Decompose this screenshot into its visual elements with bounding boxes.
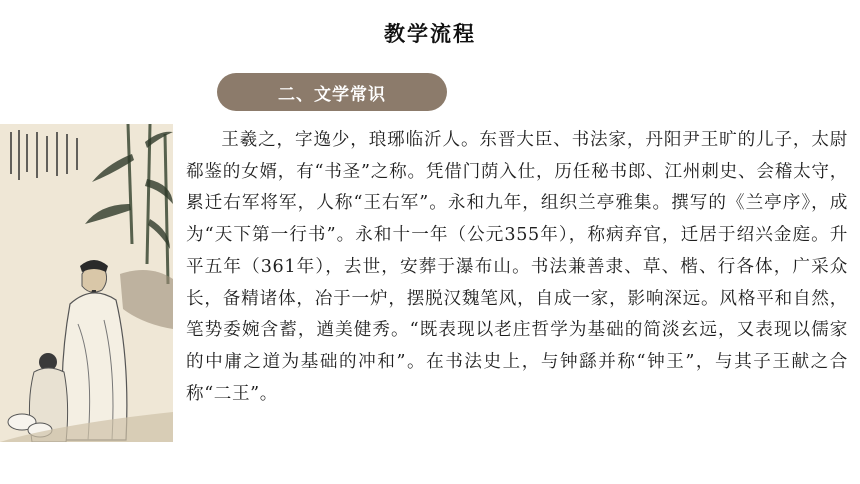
section-heading-label: 二、文学常识 (278, 84, 386, 105)
page-title: 教学流程 (384, 22, 476, 46)
wang-xizhi-painting-image (0, 124, 173, 442)
section-heading-pill (217, 73, 447, 111)
portrait-painting (0, 124, 173, 442)
biography-paragraph: 王羲之，字逸少，琅琊临沂人。东晋大臣、书法家，丹阳尹王旷的儿子，太尉郗鉴的女婿，有“书圣”之称。凭借门荫入仕，历任秘书郎、江州刺史、会稽太守，累迁右军将军，人称“王右军”。永和九年，组织兰亭雅集。撰写的《兰亭序》，成为“天下第一行书”。永和十一年（公元355年），称病弃官，迁居于绍兴金庭。升平五年（361年），去世，安葬于瀑布山。书法兼善隶、草、楷、行各体，广采众长，备精诸体，冶于一炉，摆脱汉魏笔风，自成一家，影响深远。风格平和自然，笔势委婉含蓄，遒美健秀。“既表现以老庄哲学为基础的简淡玄远，又表现以儒家的中庸之道为基础的冲和”。在书法史上，与钟繇并称“钟王”，与其子王献之合称“二王”。 (186, 130, 848, 404)
